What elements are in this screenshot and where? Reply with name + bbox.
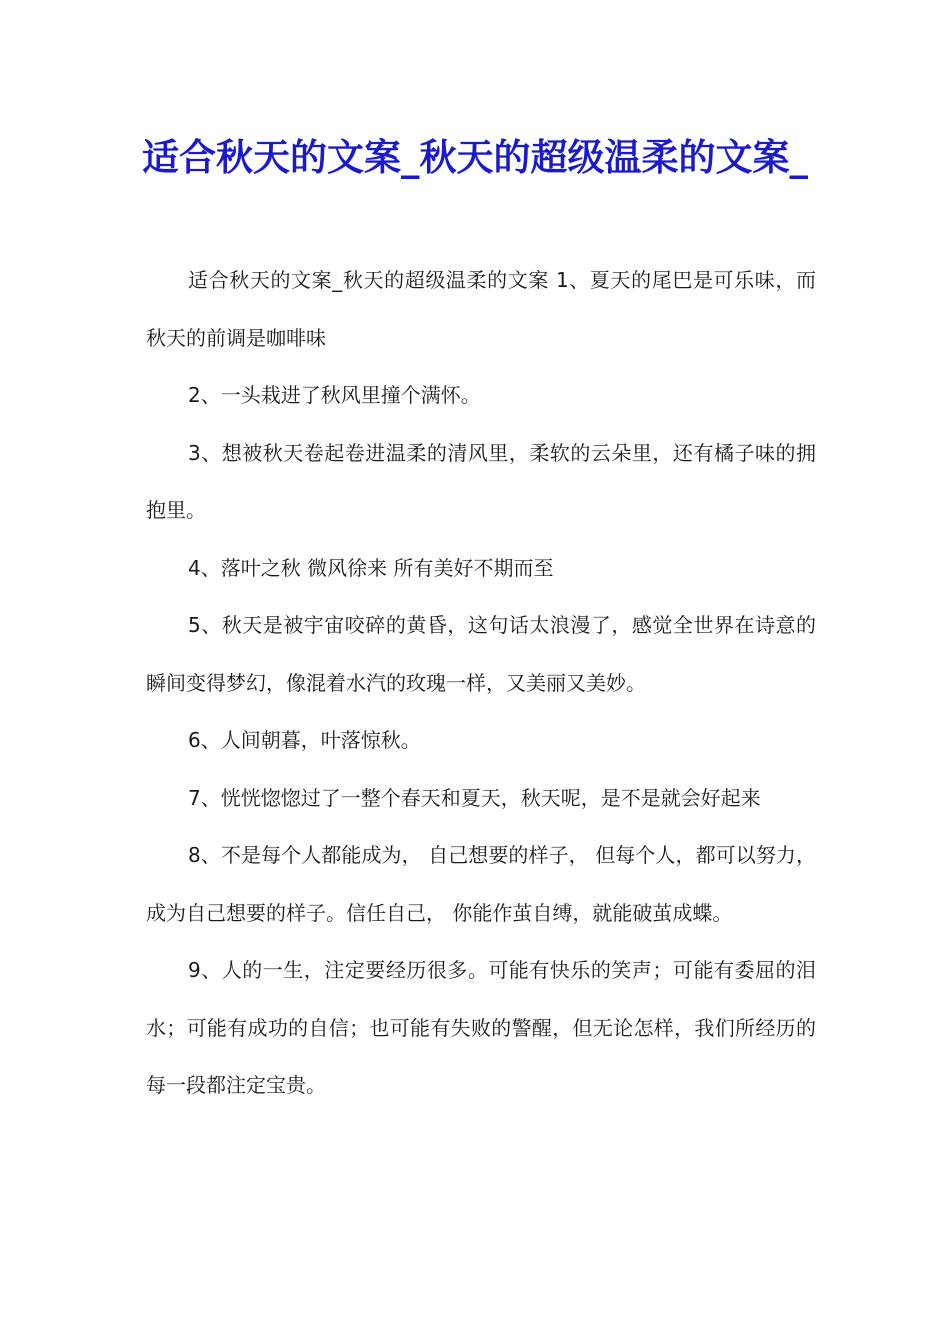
paragraph-9: 9、人的一生，注定要经历很多。可能有快乐的笑声；可能有委屈的泪水；可能有成功的自信；也可能有失败的警醒，但无论怎样，我们所经历的每一段都注定宝贵。 [146, 958, 816, 1097]
document-body [146, 252, 823, 1115]
paragraph-6: 6、人间朝暮，叶落惊秋。 [188, 728, 421, 752]
paragraph-4: 4、落叶之秋 微风徐来 所有美好不期而至 [188, 555, 554, 580]
paragraph-5: 5、秋天是被宇宙咬碎的黄昏，这句话太浪漫了，感觉全世界在诗意的瞬间变得梦幻，像混着水汽的玫瑰一样，又美丽又美妙。 [146, 613, 816, 695]
paragraph-8: 8、不是每个人都能成为， 自己想要的样子， 但每个人，都可以努力， 成为自己想要的样子。信任自己， 你能作茧自缚，就能破茧成蝶。 [146, 843, 823, 925]
paragraph-3: 3、想被秋天卷起卷进温柔的清风里，柔软的云朵里，还有橘子味的拥抱里。 [146, 440, 816, 522]
document-title: 适合秋天的文案_秋天的超级温柔的文案_ [142, 135, 808, 179]
paragraph-intro-1: 适合秋天的文案_秋天的超级温柔的文案 1、夏天的尾巴是可乐味，而秋天的前调是咖啡味 [146, 268, 816, 350]
paragraph-7: 7、恍恍惚惚过了一整个春天和夏天，秋天呢，是不是就会好起来 [188, 785, 761, 810]
paragraph-2: 2、一头栽进了秋风里撞个满怀。 [188, 383, 481, 407]
